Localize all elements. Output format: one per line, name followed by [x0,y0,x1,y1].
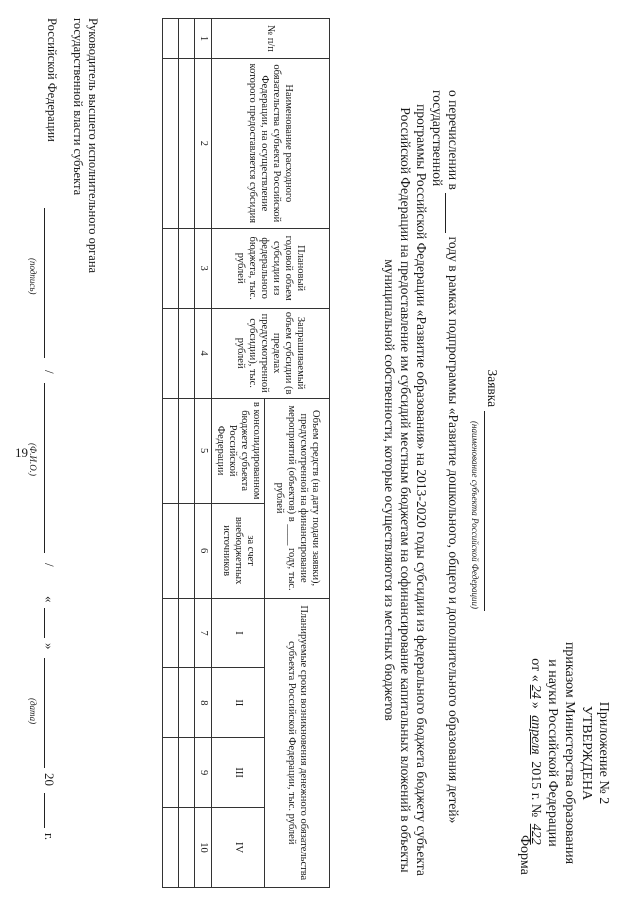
header-terms-group: Планируемые сроки возникновения денежного обязательства субъекта Российской Федерации, тыс. рублей [265,598,330,887]
header-name: Наименование расходного обязательства субъекта Российской Федерации, на осуществление которого предоставляется субсидия [212,58,330,228]
year-suffix: г. [42,833,57,841]
request-line-3: Российской Федерации на предоставление им субсидий местным бюджетам на софинансирование капитальных вложений в объекты [398,107,413,873]
signatory-line-2: государственной власти субъекта [71,18,85,196]
table-column-numbers-row [195,19,212,888]
signatory-line-1: Руководитель высшего исполнительного органа [86,18,100,274]
request-paragraph [381,90,461,890]
column-number: 3 [195,228,212,308]
signatory-line-3: Российской Федерации [45,18,59,142]
signature-caption: (подпись) [28,258,38,295]
header-volume-offbudget: за счет внебюджетных источников [212,503,265,598]
request-line-1: о перечислении в году в рамках подпрограммы «Развитие дошкольного, общего и дополнительного образования детей» государственной [430,90,461,824]
request-line-4: муниципальной собственности, которые осуществляются из местных бюджетов [382,259,397,721]
header-requested: Запрашиваемый объем субсидии (в пределах предусмотренной субсидии), тыс. рублей [212,308,330,398]
approval-line-1: приказом Министерства образования [562,641,577,865]
page-number: 19 [15,445,28,460]
column-number: 7 [195,598,212,668]
signature-row [30,18,66,888]
year-line [44,793,45,828]
slash-right: / [42,563,57,567]
header-planned: Плановый годовой объем субсидии из федерального бюджета, тыс. рублей [212,228,330,308]
approved-label: УТВЕРЖДЕНА [579,705,594,801]
date-caption: (дата) [28,698,38,725]
approval-month: апреля [528,715,543,755]
rotated-form-sheet [20,10,620,895]
name-caption: (Ф.И.О.) [28,443,38,476]
subject-caption: (наименование субъекта Российской Федерации) [470,420,480,609]
header-volume-group: Объем средств (на дату подачи заявки), предусмотренной на финансирование мероприятий (объектов) в ____ году, тыс. рублей [265,398,330,598]
header-quarter-2: II [212,668,265,738]
column-number: 9 [195,738,212,808]
request-table [162,18,330,888]
approval-date-line: от «24» апреля 2015 г. № 422 [527,628,544,878]
column-number: 6 [195,503,212,598]
column-number: 10 [195,808,212,888]
column-number: 4 [195,308,212,398]
column-number: 5 [195,398,212,503]
request-title: Заявка [485,369,500,408]
request-title-line [484,90,500,890]
table-header-row-1 [265,19,330,888]
request-title-block [381,90,500,890]
date-month-line [44,658,45,768]
year-blank [445,193,456,233]
signature-block [30,18,100,888]
approval-day: 24 [528,684,543,699]
form-label: Форма [517,835,532,875]
date-close-quote: » [42,643,57,650]
year-prefix: 20 [42,773,57,786]
header-quarter-3: III [212,738,265,808]
header-volume-consolidated: в консолидированном бюджете субъекта Российской Федерации [212,398,265,503]
table-empty-row [179,19,195,888]
date-day-line [44,608,45,638]
table-empty-row [163,19,179,888]
request-line-2: программы Российской Федерации «Развитие образования» на 2013-2020 годы субсидии из федерального бюджета бюджету субъекта [414,104,429,876]
header-quarter-1: I [212,598,265,668]
slash-left: / [42,370,57,374]
column-number: 1 [195,19,212,59]
subject-name-line [484,411,496,611]
signature-line [44,208,45,358]
column-number: 2 [195,58,212,228]
approval-order-number: 422 [528,823,543,845]
name-line [44,383,45,553]
header-quarter-4: IV [212,808,265,888]
appendix-label: Приложение № 2 [596,701,611,805]
approval-block [527,628,612,878]
date-open-quote: « [42,596,57,603]
approval-line-2: и науки Российской Федерации [545,659,560,847]
column-number: 8 [195,668,212,738]
header-num: № п/п [212,19,330,59]
